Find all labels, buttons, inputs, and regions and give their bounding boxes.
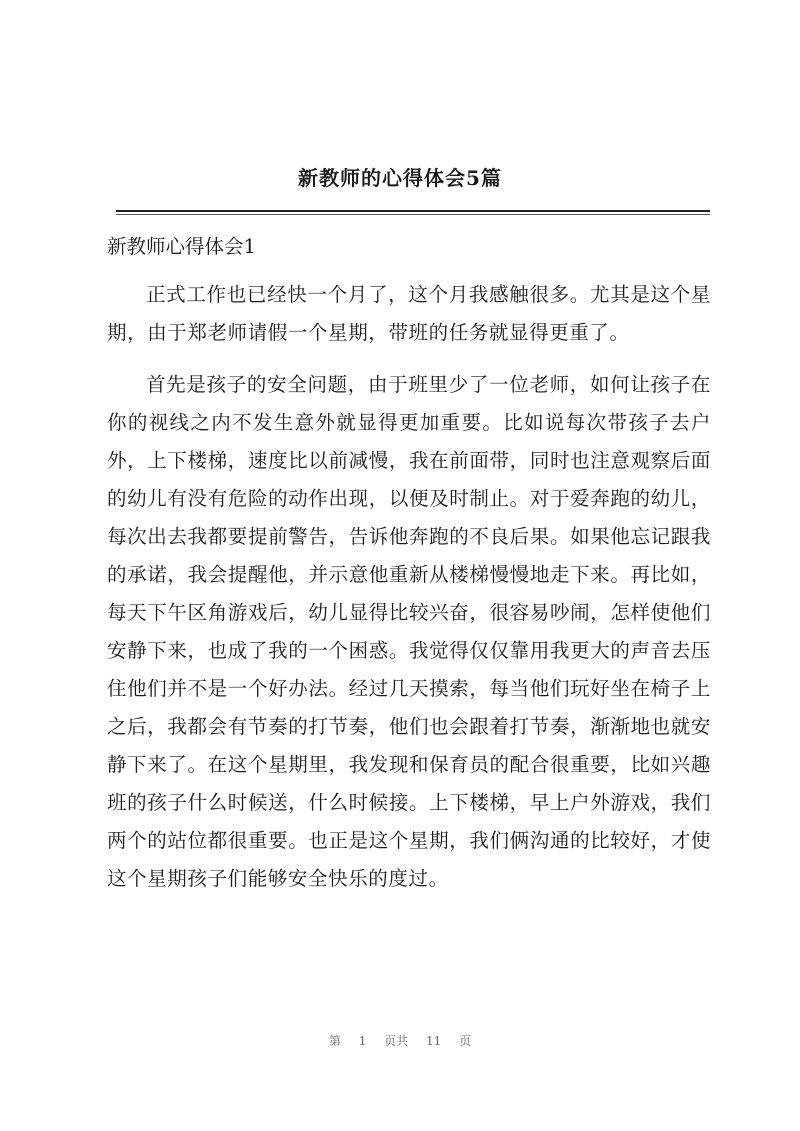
- footer-page-total: 11: [426, 1034, 442, 1048]
- paragraph-2: 首先是孩子的安全问题，由于班里少了一位老师，如何让孩子在你的视线之内不发生意外就显得更加重要。比如说每次带孩子去户外，上下楼梯，速度比以前减慢，我在前面带，同时也注意观察后面的幼儿有没有危险的动作出现，以便及时制止。对于爱奔跑的幼儿，每次出去我都要提前警告，告诉他奔跑的不良后果。如果他忘记跟我的承诺，我会提醒他，并示意他重新从楼梯慢慢地走下来。再比如，每天下午区角游戏后，幼儿显得比较兴奋，很容易吵闹，怎样使他们安静下来，也成了我的一个困惑。我觉得仅仅靠用我更大的声音去压住他们并不是一个好办法。经过几天摸索，每当他们玩好坐在椅子上之后，我都会有节奏的打节奏，他们也会跟着打节奏，渐渐地也就安静下来了。在这个星期里，我发现和保育员的配合很重要，比如兴趣班的孩子什么时候送，什么时候接。上下楼梯，早上户外游戏，我们两个的站位都很重要。也正是这个星期，我们俩沟通的比较好，才使这个星期孩子们能够安全快乐的度过。: [107, 373, 711, 890]
- footer-page-prefix: 第: [328, 1034, 341, 1048]
- footer-page-suffix: 页: [459, 1034, 472, 1048]
- page-footer: [0, 1032, 800, 1049]
- footer-page-mid: 页共: [384, 1034, 409, 1048]
- document-body: [107, 232, 711, 912]
- section-heading: 新教师心得体会1: [107, 235, 256, 258]
- title-underline: [116, 210, 710, 212]
- footer-page-number: 1: [358, 1034, 367, 1048]
- document-title: 新教师的心得体会5篇: [298, 166, 502, 190]
- title-underline-thin: [116, 214, 710, 215]
- paragraph-1: 正式工作也已经快一个月了，这个月我感触很多。尤其是这个星期，由于郑老师请假一个星期，带班的任务就显得更重了。: [107, 283, 711, 344]
